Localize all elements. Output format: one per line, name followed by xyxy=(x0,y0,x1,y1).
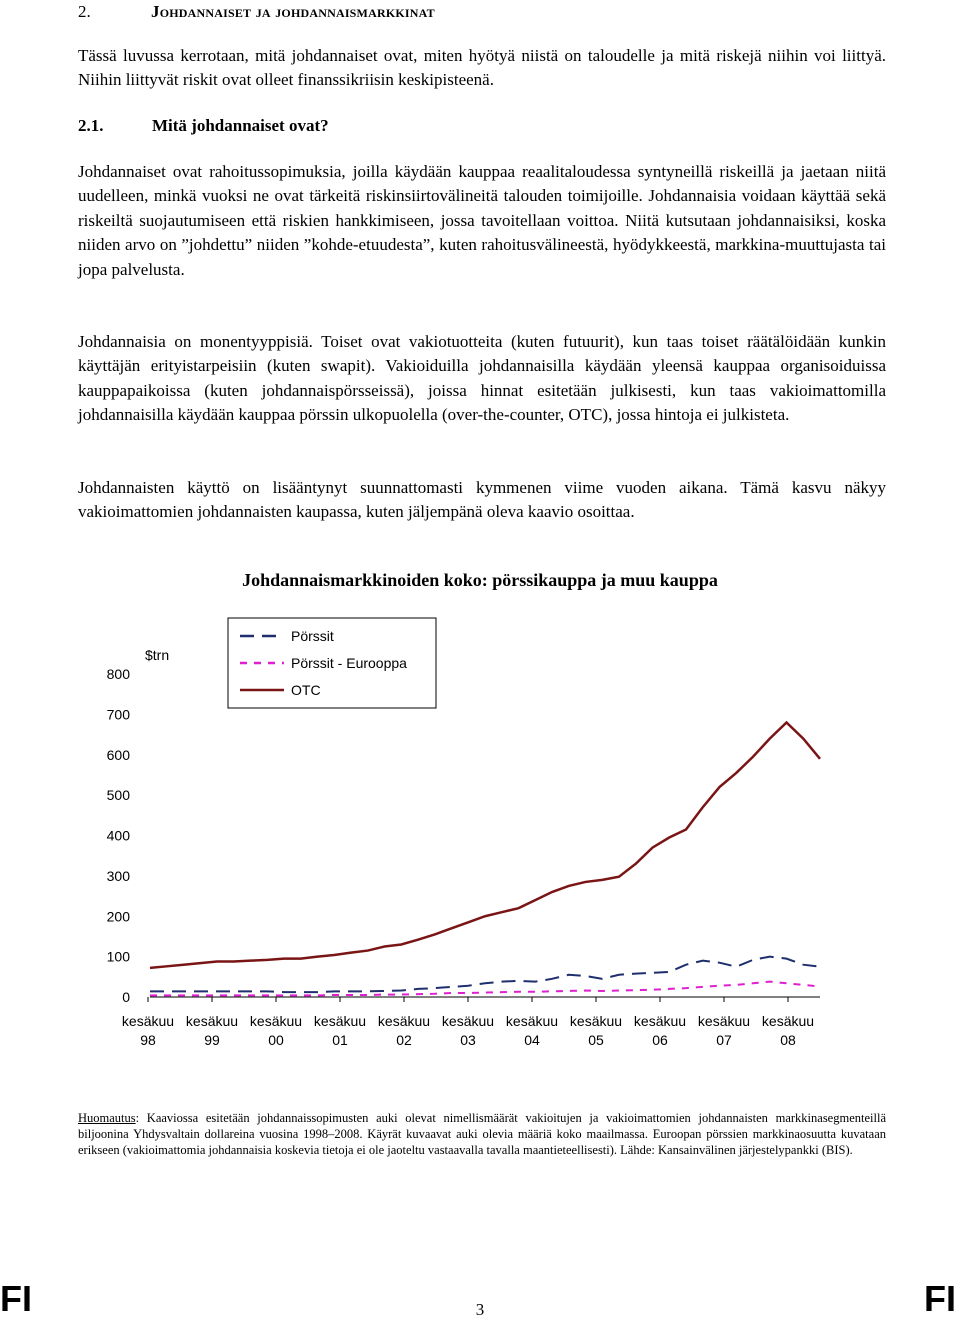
x-tick-label: kesäkuu xyxy=(185,1013,239,1029)
x-tick-year: 05 xyxy=(588,1032,604,1048)
y-tick-label: 300 xyxy=(106,867,130,884)
y-axis xyxy=(107,666,131,1005)
y-tick-label: 600 xyxy=(106,746,130,763)
unit-label: $trn xyxy=(145,647,170,663)
x-tick-label: kesäkuu xyxy=(441,1013,495,1029)
x-tick-year: 06 xyxy=(652,1032,668,1048)
section-number: 2. xyxy=(78,2,91,21)
legend-label: Pörssit - Eurooppa xyxy=(291,655,407,671)
paragraph-2: Johdannaisia on monentyyppisiä. Toiset ovat vakiotuotteita (kuten futuurit), kun taas toiset räätälöidään kunkin käyttäjän erityistarpeisiin (kuten swapit). Vakioiduilla johdannaisilla käydään yleensä kauppaa organisoiduissa kauppapaikoissa (kuten johdannaispörsseissä), joissa hinnat esitetään julkisesti, kun taas vakioimattomilla johdannaisilla käydään kauppaa pörssin ulkopuolella (over-the-counter, OTC), jossa hintoja ei julkisteta. xyxy=(78,332,886,425)
note-label: Huomautus xyxy=(78,1111,136,1125)
x-tick-label: kesäkuu xyxy=(761,1013,815,1029)
legend-label: Pörssit xyxy=(291,628,334,644)
legend-label: OTC xyxy=(291,682,321,698)
x-tick-year: 08 xyxy=(780,1032,796,1048)
paragraph-3: Johdannaisten käyttö on lisääntynyt suunnattomasti kymmenen viime vuoden aikana. Tämä kasvu näkyy vakioimattomien johdannaisten kaupassa, kuten jäljempänä oleva kaavio osoittaa. xyxy=(78,478,886,522)
subsection-title: Mitä johdannaiset ovat? xyxy=(152,116,329,135)
x-axis xyxy=(122,997,820,1048)
chart-title: Johdannaismarkkinoiden koko: pörssikauppa ja muu kauppa xyxy=(242,570,718,590)
legend xyxy=(228,618,436,708)
intro-paragraph: Tässä luvussa kerrotaan, mitä johdannaiset ovat, miten hyötyä niistä on taloudelle ja mitä riskejä niihin voi liittyä. Niihin liittyvät riskit ovat olleet finanssikriisin keskipisteenä. xyxy=(78,46,886,90)
series-line-otc xyxy=(150,722,820,967)
chart-note xyxy=(78,1110,886,1159)
footer-language-right: FI xyxy=(924,1278,956,1319)
x-tick-year: 03 xyxy=(460,1032,476,1048)
x-tick-year: 99 xyxy=(204,1032,220,1048)
y-tick-label: 0 xyxy=(122,989,130,1005)
paragraph-1: Johdannaiset ovat rahoitussopimuksia, joilla käydään kauppaa reaalitaloudessa syntyneillä riskeillä ja jaetaan niitä uudelleen, minkä vuoksi ne ovat tärkeitä riskinsiirtovälineitä talouden toimijoille. Johdannaisia voidaan käyttää sekä riskeiltä suojautumiseen että riskien hankkimiseen, jossa tavoitellaan voittoa. Niitä kutsutaan johdannaisiksi, koska niiden arvo on ”johdettu” niiden ”kohde-etuudesta”, kuten rahoitusvälineestä, hyödykkeestä, markkina-muuttujasta tai jopa palvelusta. xyxy=(78,162,886,279)
subsection-heading xyxy=(78,116,329,136)
derivatives-chart xyxy=(0,600,960,1070)
x-tick-year: 02 xyxy=(396,1032,412,1048)
subsection-number: 2.1. xyxy=(78,116,104,135)
x-tick-label: kesäkuu xyxy=(505,1013,559,1029)
x-tick-label: kesäkuu xyxy=(249,1013,303,1029)
y-tick-label: 100 xyxy=(106,948,130,965)
x-tick-label: kesäkuu xyxy=(569,1013,623,1029)
series-line-p-rssit xyxy=(150,957,820,993)
x-tick-label: kesäkuu xyxy=(377,1013,431,1029)
y-tick-label: 200 xyxy=(106,908,130,925)
y-tick-label: 800 xyxy=(106,666,130,682)
y-tick-label: 700 xyxy=(106,706,130,723)
x-tick-year: 01 xyxy=(332,1032,348,1048)
x-tick-label: kesäkuu xyxy=(121,1013,175,1029)
section-title: Johdannaiset ja johdannaismarkkinat xyxy=(151,2,435,21)
x-tick-label: kesäkuu xyxy=(313,1013,367,1029)
note-text: : Kaaviossa esitetään johdannaissopimusten auki olevat nimellismäärät vakioitujen ja vakioimattomien johdannaisten markkinasegmenteillä biljoonina Yhdysvaltain dollareina vuosina 1998–2008. Käyrät kuvaavat auki olevia määriä koko maailmassa. Euroopan pörssien markkinaosuutta kuvataan erikseen (vakioimattomia johdannaisia koskevia tietoja ei ole jaoteltu vastaavalla tavalla maantieteellisesti). Lähde: Kansainvälinen järjestelypankki (BIS). xyxy=(78,1111,886,1158)
x-tick-year: 98 xyxy=(140,1032,156,1048)
footer-language-left: FI xyxy=(0,1278,32,1319)
y-tick-label: 400 xyxy=(106,827,130,844)
x-tick-label: kesäkuu xyxy=(697,1013,751,1029)
series-lines xyxy=(150,722,820,995)
x-tick-label: kesäkuu xyxy=(633,1013,687,1029)
x-tick-year: 00 xyxy=(268,1032,284,1048)
y-tick-label: 500 xyxy=(106,787,130,804)
page-number: 3 xyxy=(475,1300,485,1319)
x-tick-year: 07 xyxy=(716,1032,732,1048)
x-tick-year: 04 xyxy=(524,1032,540,1048)
